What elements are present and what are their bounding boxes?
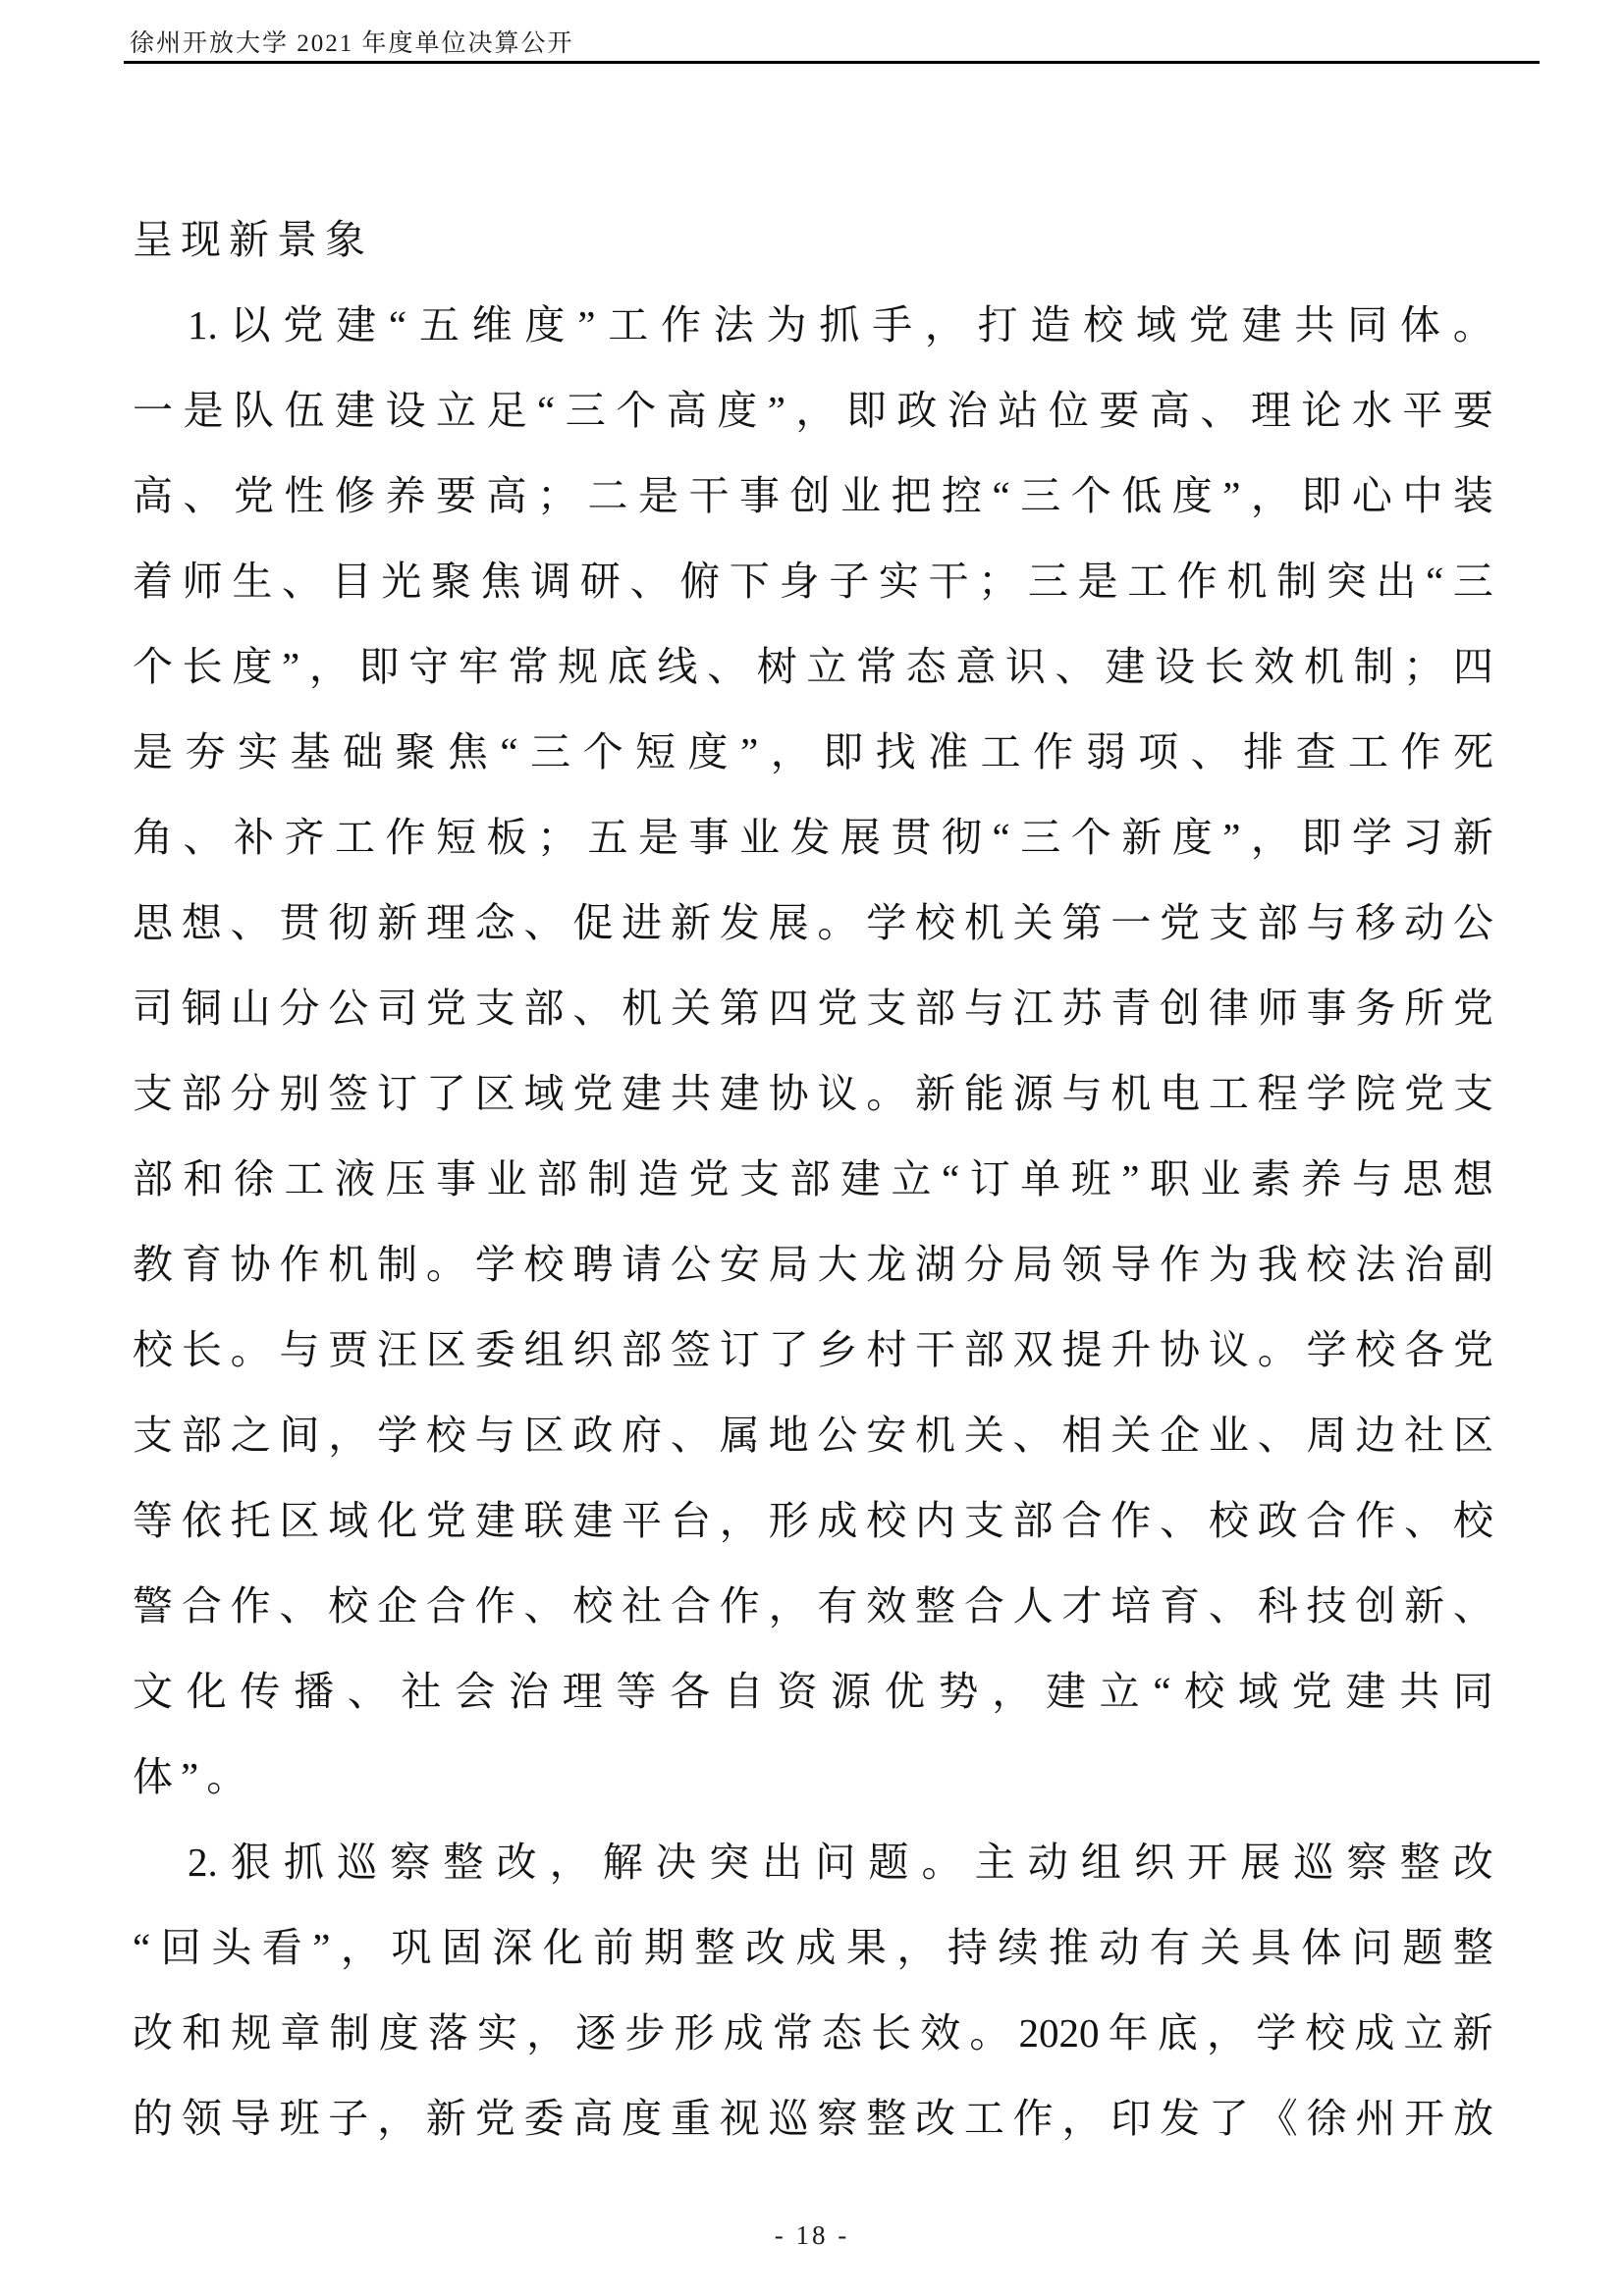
- text-line: 个 长 度 ” ， 即 守 牢 常 规 底 线 、 树 立 常 态 意 识 、 建 设 长 效 机 制 ； 四: [133, 644, 1493, 689]
- text-line: 呈现新景象: [133, 217, 373, 262]
- header-title: 徐州开放大学 2021 年度单位决算公开: [130, 30, 574, 57]
- text-line: 改 和 规 章 制 度 落 实 ， 逐 步 形 成 常 态 长 效 。 2020 年 底 ， 学 校 成 立 新: [133, 2010, 1493, 2056]
- text-line: 一 是 队 伍 建 设 立 足 “ 三 个 高 度 ” ， 即 政 治 站 位 要 高 、 理 论 水 平 要: [133, 388, 1493, 433]
- text-line: 部 和 徐 工 液 压 事 业 部 制 造 党 支 部 建 立 “ 订 单 班 ” 职 业 素 养 与 思 想: [133, 1156, 1493, 1201]
- text-line: 是 夯 实 基 础 聚 焦 “ 三 个 短 度 ” ， 即 找 准 工 作 弱 项 、 排 查 工 作 死: [133, 729, 1493, 774]
- page-footer: [0, 2220, 1624, 2251]
- document-body: [133, 208, 1493, 2172]
- text-line: 体”。: [133, 1754, 255, 1799]
- text-line: 思 想 、 贯 彻 新 理 念 、 促 进 新 发 展 。 学 校 机 关 第 一 党 支 部 与 移 动 公: [133, 900, 1493, 945]
- text-line: 教 育 协 作 机 制 。 学 校 聘 请 公 安 局 大 龙 湖 分 局 领 导 作 为 我 校 法 治 副: [133, 1242, 1493, 1287]
- text-line: 校 长 。 与 贾 汪 区 委 组 织 部 签 订 了 乡 村 干 部 双 提 升 协 议 。 学 校 各 党: [133, 1327, 1493, 1372]
- text-line: 等 依 托 区 域 化 党 建 联 建 平 台 ， 形 成 校 内 支 部 合 作 、 校 政 合 作 、 校: [133, 1498, 1493, 1543]
- text-line: 高 、 党 性 修 养 要 高 ； 二 是 干 事 创 业 把 控 “ 三 个 低 度 ” ， 即 心 中 装: [133, 473, 1493, 518]
- text-line: 的 领 导 班 子 ， 新 党 委 高 度 重 视 巡 察 整 改 工 作 ， 印 发 了 《 徐 州 开 放: [133, 2096, 1493, 2141]
- text-line: 支 部 之 间 ， 学 校 与 区 政 府 、 属 地 公 安 机 关 、 相 关 企 业 、 周 边 社 区: [133, 1413, 1493, 1458]
- text-line: 角 、 补 齐 工 作 短 板 ； 五 是 事 业 发 展 贯 彻 “ 三 个 新 度 ” ， 即 学 习 新: [133, 815, 1493, 860]
- header-rule: [124, 61, 1540, 64]
- text-line: 警 合 作 、 校 企 合 作 、 校 社 合 作 ， 有 效 整 合 人 才 培 育 、 科 技 创 新 、: [133, 1583, 1493, 1629]
- text-line: 1. 以 党 建 “ 五 维 度 ” 工 作 法 为 抓 手 ， 打 造 校 域 党 建 共 同 体 。: [188, 302, 1493, 347]
- page-number: - 18 -: [774, 2220, 850, 2250]
- text-line: 2. 狠 抓 巡 察 整 改 ， 解 决 突 出 问 题 。 主 动 组 织 开 展 巡 察 整 改: [188, 1840, 1493, 1885]
- text-line: 着 师 生 、 目 光 聚 焦 调 研 、 俯 下 身 子 实 干 ； 三 是 工 作 机 制 突 出 “ 三: [133, 559, 1493, 604]
- text-line: “ 回 头 看 ” ， 巩 固 深 化 前 期 整 改 成 果 ， 持 续 推 动 有 关 具 体 问 题 整: [133, 1925, 1493, 1970]
- text-line: 文 化 传 播 、 社 会 治 理 等 各 自 资 源 优 势 ， 建 立 “ 校 域 党 建 共 同: [133, 1669, 1493, 1714]
- text-line: 司 铜 山 分 公 司 党 支 部 、 机 关 第 四 党 支 部 与 江 苏 青 创 律 师 事 务 所 党: [133, 986, 1493, 1031]
- text-line: 支 部 分 别 签 订 了 区 域 党 建 共 建 协 议 。 新 能 源 与 机 电 工 程 学 院 党 支: [133, 1071, 1493, 1116]
